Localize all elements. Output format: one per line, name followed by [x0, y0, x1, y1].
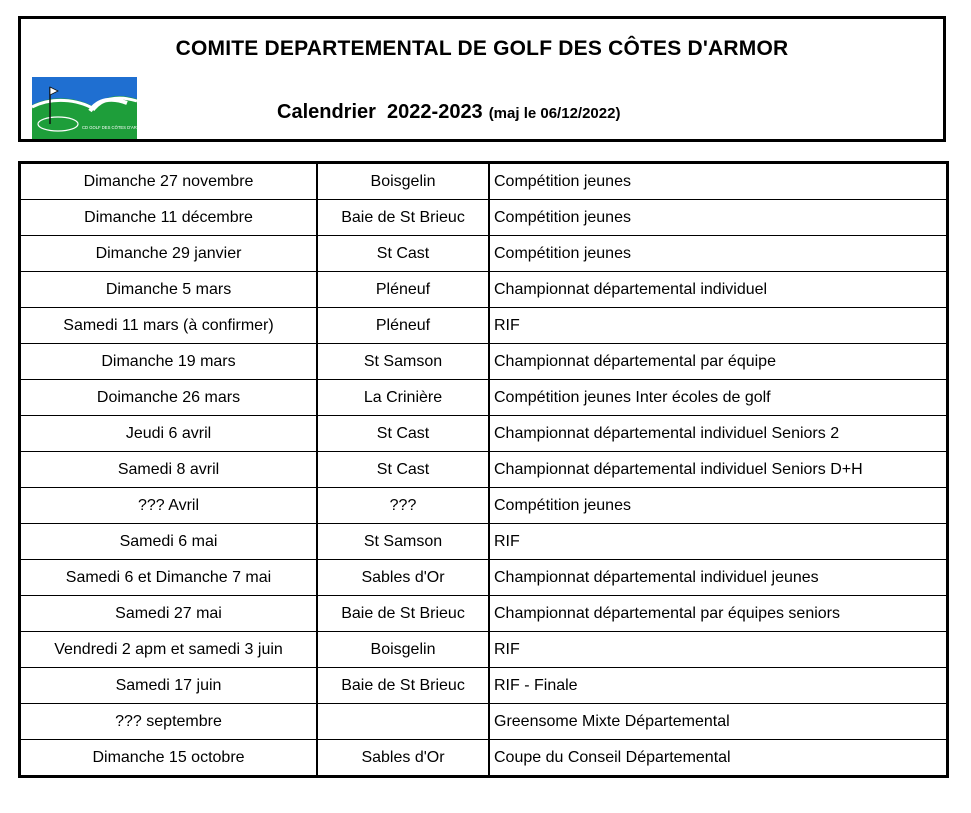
event-name-cell: RIF - Finale [489, 668, 948, 704]
event-place-cell: St Cast [317, 416, 489, 452]
event-date-cell: ??? septembre [20, 704, 318, 740]
event-place-cell: Boisgelin [317, 632, 489, 668]
event-place-cell: La Crinière [317, 380, 489, 416]
event-name-cell: Championnat départemental individuel jeunes [489, 560, 948, 596]
event-date-cell: Jeudi 6 avril [20, 416, 318, 452]
event-place-cell: Pléneuf [317, 308, 489, 344]
event-name-cell: Compétition jeunes [489, 200, 948, 236]
event-place-cell: Baie de St Brieuc [317, 668, 489, 704]
event-name-cell: Coupe du Conseil Départemental [489, 740, 948, 777]
event-place-cell: St Cast [317, 452, 489, 488]
event-date-cell: Dimanche 11 décembre [20, 200, 318, 236]
event-name-cell: Compétition jeunes [489, 488, 948, 524]
header-box [18, 16, 946, 142]
event-date-cell: Samedi 6 mai [20, 524, 318, 560]
event-place-cell [317, 704, 489, 740]
table-row [20, 668, 948, 704]
event-name-cell: RIF [489, 308, 948, 344]
event-name-cell: Championnat départemental par équipe [489, 344, 948, 380]
event-place-cell: Sables d'Or [317, 560, 489, 596]
event-date-cell: Dimanche 27 novembre [20, 163, 318, 200]
subtitle-season: Calendrier 2022-2023 [277, 101, 483, 123]
svg-text:CD GOLF DES CÔTES D'ARMOR: CD GOLF DES CÔTES D'ARMOR [82, 125, 147, 130]
event-name-cell: Championnat départemental individuel Seniors 2 [489, 416, 948, 452]
event-date-cell: Dimanche 5 mars [20, 272, 318, 308]
event-date-cell: ??? Avril [20, 488, 318, 524]
event-place-cell: Sables d'Or [317, 740, 489, 777]
table-row [20, 308, 948, 344]
event-name-cell: RIF [489, 524, 948, 560]
table-row [20, 163, 948, 200]
table-row [20, 452, 948, 488]
event-date-cell: Dimanche 29 janvier [20, 236, 318, 272]
calendar-body [20, 163, 948, 777]
table-row [20, 596, 948, 632]
event-date-cell: Samedi 17 juin [20, 668, 318, 704]
table-row [20, 524, 948, 560]
event-name-cell: Championnat départemental individuel Seniors D+H [489, 452, 948, 488]
event-date-cell: Dimanche 19 mars [20, 344, 318, 380]
table-row [20, 416, 948, 452]
event-place-cell: Baie de St Brieuc [317, 596, 489, 632]
table-row [20, 272, 948, 308]
page-title: COMITE DEPARTEMENTAL DE GOLF DES CÔTES D'ARMOR [175, 37, 789, 60]
event-date-cell: Samedi 8 avril [20, 452, 318, 488]
table-row [20, 488, 948, 524]
event-date-cell: Doimanche 26 mars [20, 380, 318, 416]
event-name-cell: Compétition jeunes [489, 236, 948, 272]
table-row [20, 236, 948, 272]
table-row [20, 380, 948, 416]
table-row [20, 344, 948, 380]
event-place-cell: ??? [317, 488, 489, 524]
event-name-cell: Greensome Mixte Départemental [489, 704, 948, 740]
event-place-cell: St Samson [317, 524, 489, 560]
event-place-cell: St Cast [317, 236, 489, 272]
calendar-subtitle [277, 101, 620, 124]
table-row [20, 740, 948, 777]
table-row [20, 200, 948, 236]
golf-flag-logo-icon [32, 77, 147, 139]
event-date-cell: Dimanche 15 octobre [20, 740, 318, 777]
event-place-cell: Boisgelin [317, 163, 489, 200]
calendar-table [18, 161, 949, 778]
event-date-cell: Samedi 27 mai [20, 596, 318, 632]
event-place-cell: Pléneuf [317, 272, 489, 308]
event-name-cell: Championnat départemental individuel [489, 272, 948, 308]
event-date-cell: Vendredi 2 apm et samedi 3 juin [20, 632, 318, 668]
event-date-cell: Samedi 6 et Dimanche 7 mai [20, 560, 318, 596]
table-row [20, 560, 948, 596]
update-note: (maj le 06/12/2022) [488, 105, 621, 122]
table-row [20, 704, 948, 740]
event-name-cell: Compétition jeunes Inter écoles de golf [489, 380, 948, 416]
event-name-cell: RIF [489, 632, 948, 668]
event-name-cell: Championnat départemental par équipes seniors [489, 596, 948, 632]
event-place-cell: St Samson [317, 344, 489, 380]
table-row [20, 632, 948, 668]
event-date-cell: Samedi 11 mars (à confirmer) [20, 308, 318, 344]
event-place-cell: Baie de St Brieuc [317, 200, 489, 236]
event-name-cell: Compétition jeunes [489, 163, 948, 200]
